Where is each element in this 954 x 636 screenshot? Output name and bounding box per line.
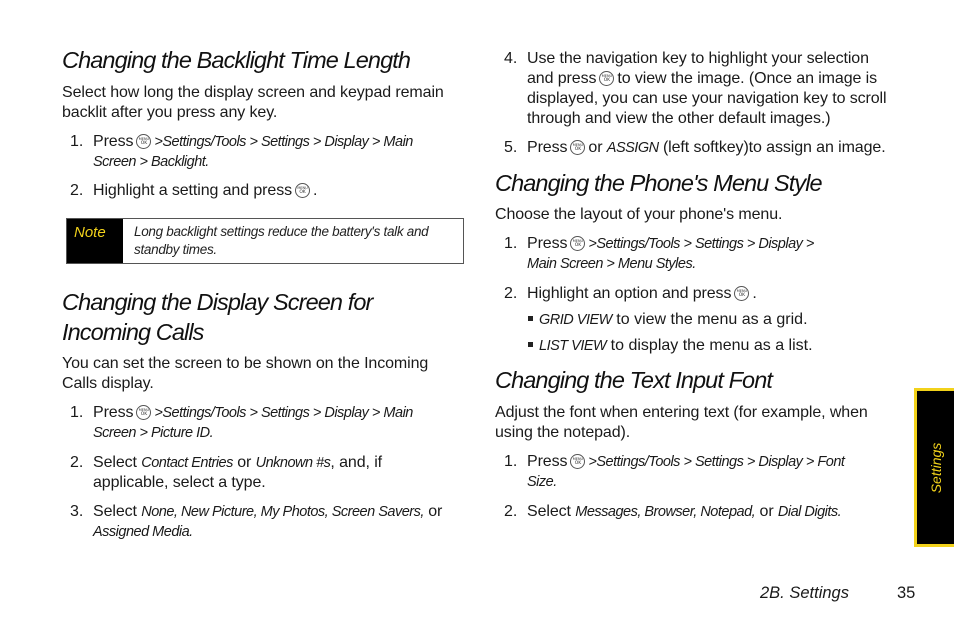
step-number: 1.: [70, 404, 84, 421]
menu-ok-key-icon: [599, 71, 614, 86]
section-title-text-font: Changing the Text Input Font: [495, 367, 773, 393]
text-font-step-2: Select Messages, Browser, Notepad, or Dial Digits.: [527, 503, 842, 520]
menu-style-intro: Choose the layout of your phone's menu.: [495, 206, 783, 223]
incoming-intro: You can set the screen to be shown on the Incoming Calls display.: [62, 355, 429, 392]
bullet-square-icon: [528, 316, 533, 321]
menu-ok-key-icon: [136, 134, 151, 149]
incoming-step-3: Select None, New Picture, My Photos, Screen Savers, or Assigned Media.: [93, 503, 443, 540]
section-title-incoming-calls: Changing the Display Screen for Incoming Calls: [62, 289, 373, 345]
note-label: Note: [67, 219, 123, 263]
step-number: 4.: [504, 50, 518, 67]
side-tab-label: Settings: [927, 442, 944, 493]
step-number: 2.: [504, 285, 518, 302]
note-box: [66, 218, 464, 264]
continued-step-5: PressMENU OK or ASSIGN (left softkey)to assign an image.: [527, 138, 917, 158]
backlight-step-2: Highlight a setting and pressMENU OK .: [93, 181, 317, 201]
bullet-square-icon: [528, 342, 533, 347]
step-number: 1.: [504, 453, 518, 470]
menu-ok-key-icon: [734, 286, 749, 301]
menu-ok-key-icon: [295, 183, 310, 198]
backlight-step-1: PressMENU OK >Settings/Tools > Settings > Display > Main Screen > Backlight.: [93, 132, 473, 172]
text-font-intro: Adjust the font when entering text (for example, when using the notepad).: [495, 404, 868, 441]
note-text: Long backlight settings reduce the battery's talk and standby times.: [134, 224, 429, 257]
menu-style-step-1: PressMENU OK >Settings/Tools > Settings > Display > Main Screen > Menu Styles.: [527, 234, 907, 274]
text-font-step-1: PressMENU OK >Settings/Tools > Settings > Display > Font Size.: [527, 452, 907, 492]
step-number: 2.: [70, 182, 84, 199]
step-number: 1.: [504, 235, 518, 252]
menu-ok-key-icon: [136, 405, 151, 420]
continued-step-4: Use the navigation key to highlight your selection and pressMENU OK to view the image. (Once an image is displayed, you can use your navigation key to scroll through and view the other default images.): [527, 49, 917, 129]
page-number: 35: [897, 584, 916, 602]
section-title-backlight: Changing the Backlight Time Length: [62, 47, 411, 73]
section-title-menu-style: Changing the Phone's Menu Style: [495, 170, 822, 196]
step-number: 5.: [504, 139, 518, 156]
backlight-intro: Select how long the display screen and keypad remain backlit after you press any key.: [62, 84, 444, 121]
incoming-step-2: Select Contact Entries or Unknown #s, and, if applicable, select a type.: [93, 454, 382, 491]
menu-ok-key-icon: [570, 236, 585, 251]
footer-section: 2B. Settings: [760, 584, 849, 602]
bullet-list-view: LIST VIEW to display the menu as a list.: [528, 336, 813, 356]
step-number: 2.: [504, 503, 518, 520]
menu-style-step-2: Highlight an option and pressMENU OK .: [527, 284, 757, 304]
step-number: 1.: [70, 133, 84, 150]
step-number: 2.: [70, 454, 84, 471]
menu-ok-key-icon: [570, 140, 585, 155]
step-number: 3.: [70, 503, 84, 520]
section-side-tab: [914, 388, 954, 547]
incoming-step-1: PressMENU OK >Settings/Tools > Settings > Display > Main Screen > Picture ID.: [93, 403, 473, 443]
bullet-grid-view: GRID VIEW to view the menu as a grid.: [528, 310, 808, 330]
menu-ok-key-icon: [570, 454, 585, 469]
